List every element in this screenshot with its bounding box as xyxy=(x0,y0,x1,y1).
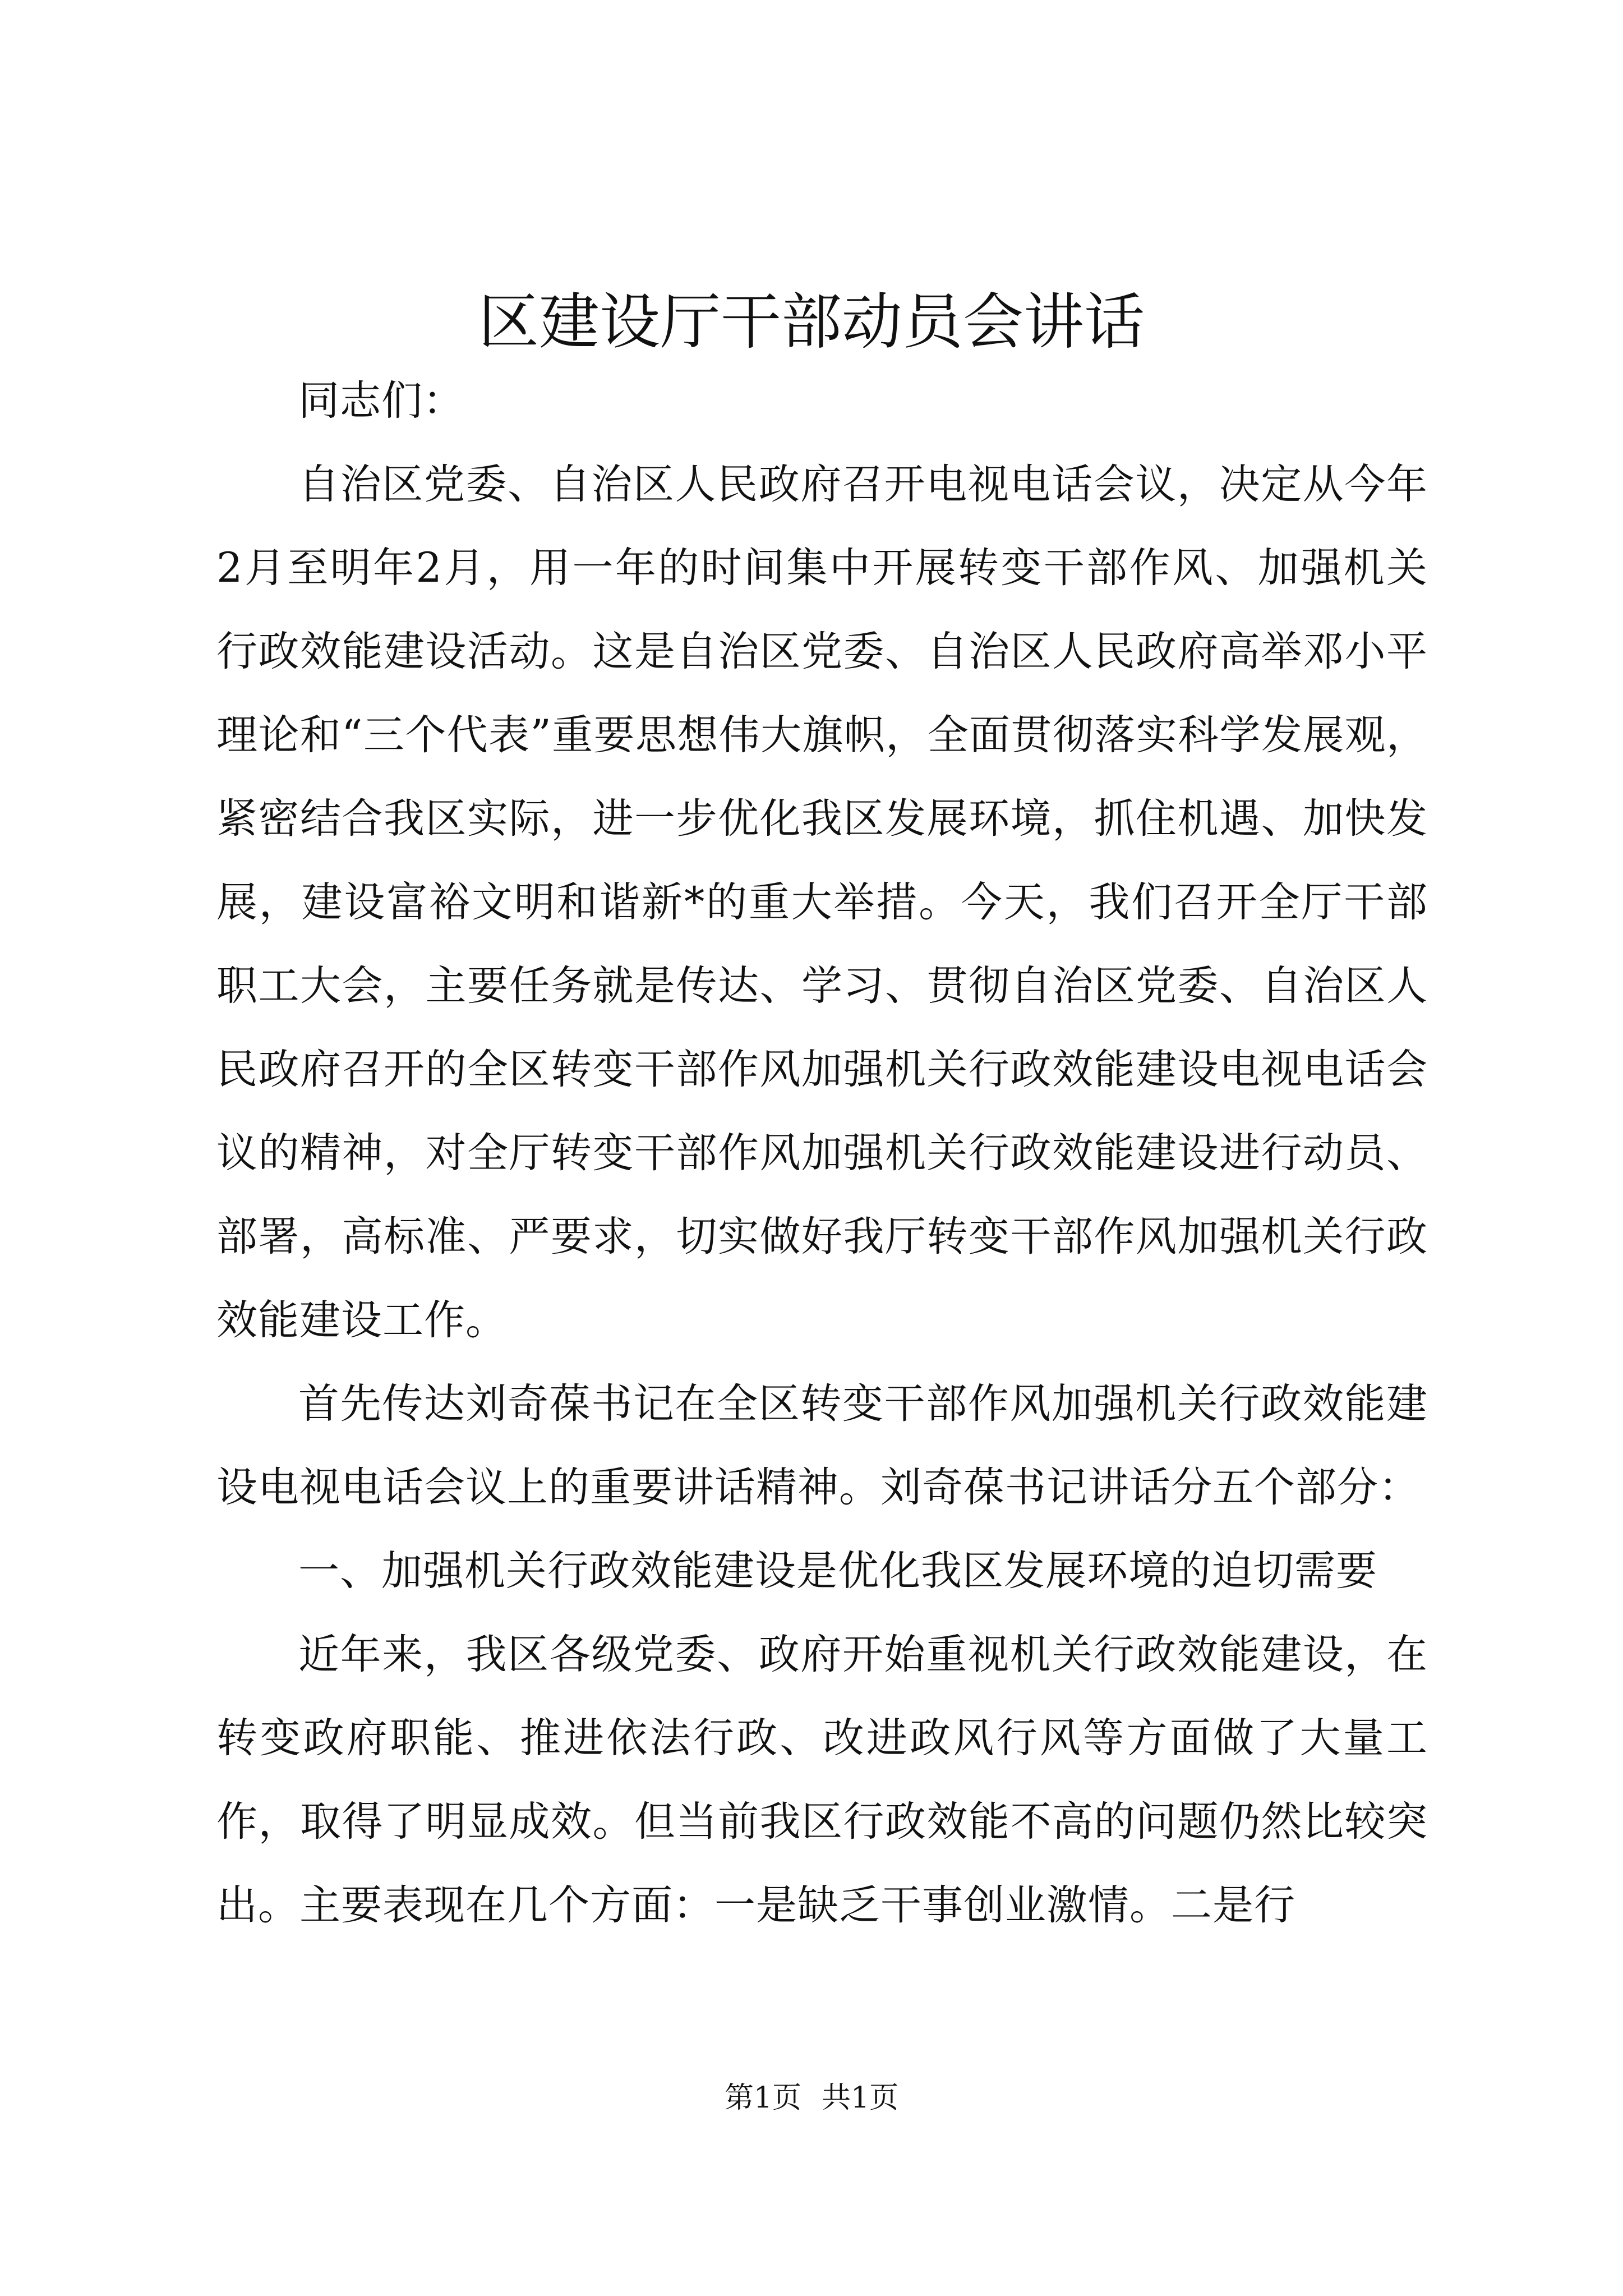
salutation-paragraph: 同志们： xyxy=(298,377,464,425)
page-total: 共1页 xyxy=(822,2081,899,2115)
document-title: 区建设厅干部动员会讲话 xyxy=(478,287,1145,357)
page-number: 第1页 xyxy=(724,2081,801,2115)
document-body xyxy=(216,359,1428,1947)
body-paragraph: 近年来，我区各级党委、政府开始重视机关行政效能建设，在转变政府职能、推进依法行政、改进政风行风等方面做了大量工作，取得了明显成效。但当前我区行政效能不高的问题仍然比较突出。主要表现在几个方面：一是缺乏干事创业激情。二是行 xyxy=(216,1631,1428,1929)
body-paragraph: 自治区党委、自治区人民政府召开电视电话会议，决定从今年2月至明年2月，用一年的时间集中开展转变干部作风、加强机关行政效能建设活动。这是自治区党委、自治区人民政府高举邓小平理论和“三个代表”重要思想伟大旗帜，全面贯彻落实科学发展观，紧密结合我区实际，进一步优化我区发展环境，抓住机遇、加快发展，建设富裕文明和谐新*的重大举措。今天，我们召开全厅干部职工大会，主要任务就是传达、学习、贯彻自治区党委、自治区人民政府召开的全区转变干部作风加强机关行政效能建设电视电话会议的精神，对全厅转变干部作风加强机关行政效能建设进行动员、部署，高标准、严要求，切实做好我厅转变干部作风加强机关行政效能建设工作。 xyxy=(216,461,1428,1344)
page-footer xyxy=(0,2078,1623,2118)
body-paragraph: 首先传达刘奇葆书记在全区转变干部作风加强机关行政效能建设电视电话会议上的重要讲话精神。刘奇葆书记讲话分五个部分： xyxy=(216,1380,1428,1511)
section-heading: 一、加强机关行政效能建设是优化我区发展环境的迫切需要 xyxy=(298,1547,1377,1595)
